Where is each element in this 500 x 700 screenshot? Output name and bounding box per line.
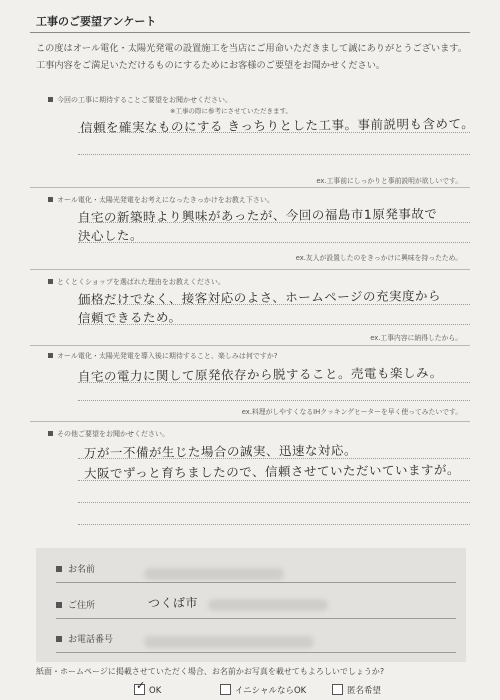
page-title: 工事のご要望アンケート [36, 15, 157, 28]
question-2-label: オール電化・太陽光発電をお考えになったきっかけをお教え下さい。 [48, 195, 274, 205]
question-5-label: その他ご要望をお聞かせください。 [48, 429, 169, 439]
answer-line [78, 502, 470, 503]
address-row [36, 594, 466, 628]
answer-line [78, 324, 470, 325]
intro-text: この度はオール電化・太陽光発電の設置施工を当店にご用命いただきまして誠にありがとうございます。工事内容をご満足いただけるものにするためにお客様のご要望をお聞かせください。 [36, 43, 467, 71]
address-label: ご住所 [56, 598, 95, 611]
question-3-label: とくとくショップを選ばれた理由をお教えください。 [48, 277, 225, 287]
square-bullet-icon [56, 566, 62, 572]
question-4-example: ex.料理がしやすくなるIHクッキングヒーターを早く使ってみたいです。 [241, 408, 462, 416]
answer-line [78, 458, 470, 459]
divider [30, 269, 470, 270]
question-4-answer-line-1: 自宅の電力に関して原発依存から脱すること。売電も楽しみ。 [77, 365, 443, 384]
question-1 [30, 92, 475, 188]
question-1-note: ※工事の際に参考にさせていただきます。 [170, 107, 292, 115]
square-bullet-icon [48, 353, 53, 358]
answer-line [78, 242, 470, 243]
question-2 [30, 192, 470, 270]
name-field-line [56, 582, 456, 583]
question-4-label: オール電化・太陽光発電を導入後に期待すること、楽しみは何ですか? [48, 351, 278, 361]
square-bullet-icon [56, 636, 62, 642]
divider [30, 187, 470, 188]
address-value: つくば市 [147, 595, 199, 611]
name-label: お名前 [56, 562, 95, 575]
square-bullet-icon [48, 97, 53, 102]
question-5 [30, 426, 470, 536]
divider [30, 345, 470, 346]
question-1-answer-line-1: 信頼を確実なものにする きっちりとした工事。事前説明も含めて。 [79, 115, 475, 136]
question-3-answer-line-1: 価格だけでなく、接客対応のよさ、ホームページの充実度から [77, 288, 442, 307]
checkbox[interactable] [332, 684, 343, 695]
answer-line [78, 400, 470, 401]
consent-question: 紙面・ホームページに掲載させていただく場合、お名前かお写真を載せてもよろしいでしょうか? [36, 667, 385, 676]
checkbox[interactable] [220, 684, 231, 695]
answer-line [78, 154, 470, 155]
checkbox-checked[interactable] [134, 679, 146, 695]
phone-field-line [56, 652, 456, 653]
redacted-phone [144, 636, 314, 648]
answer-line [78, 132, 470, 133]
redacted-address [208, 599, 328, 611]
phone-row [36, 628, 466, 660]
customer-info-panel [36, 548, 466, 662]
answer-line [78, 382, 470, 383]
question-3-answer-line-2: 信頼できるため。 [77, 309, 182, 326]
question-3 [30, 274, 470, 346]
answer-line [78, 524, 470, 525]
answer-line [78, 304, 470, 305]
square-bullet-icon [48, 197, 53, 202]
consent-option-initials[interactable]: イニシャルならOK [220, 684, 306, 696]
square-bullet-icon [48, 279, 53, 284]
question-4 [30, 348, 470, 422]
answer-line [78, 222, 470, 223]
redacted-name [144, 568, 284, 580]
question-3-example: ex.工事内容に納得したから。 [370, 334, 462, 342]
checkmark-icon: ✓ [136, 679, 146, 692]
consent-option-anonymous[interactable]: 匿名希望 [332, 684, 381, 696]
question-1-example: ex.工事前にしっかりと事前説明が欲しいです。 [316, 177, 462, 185]
divider [30, 421, 470, 422]
question-5-answer-line-2: 大阪でずっと育ちましたので、信頼させていただいていますが。 [83, 462, 461, 481]
question-1-label: 今回の工事に期待することご要望をお聞かせください。 [48, 95, 232, 105]
question-5-answer-line-1: 万が一不備が生じた場合の誠実、迅速な対応。 [83, 442, 358, 461]
question-2-answer-line-2: 決心した。 [77, 227, 144, 244]
square-bullet-icon [48, 431, 53, 436]
square-bullet-icon [56, 602, 62, 608]
question-2-example: ex.友人が設置したのをきっかけに興味を持ったため。 [295, 254, 462, 262]
phone-label: お電話番号 [56, 632, 113, 645]
title-bar [30, 10, 470, 33]
consent-option-ok[interactable]: ✓ OK [136, 679, 162, 696]
question-2-answer-line-1: 自宅の新築時より興味があったが、今回の福島市1原発事故で [77, 206, 438, 225]
name-row [36, 558, 466, 590]
answer-line [78, 480, 470, 481]
address-field-line [56, 618, 456, 619]
